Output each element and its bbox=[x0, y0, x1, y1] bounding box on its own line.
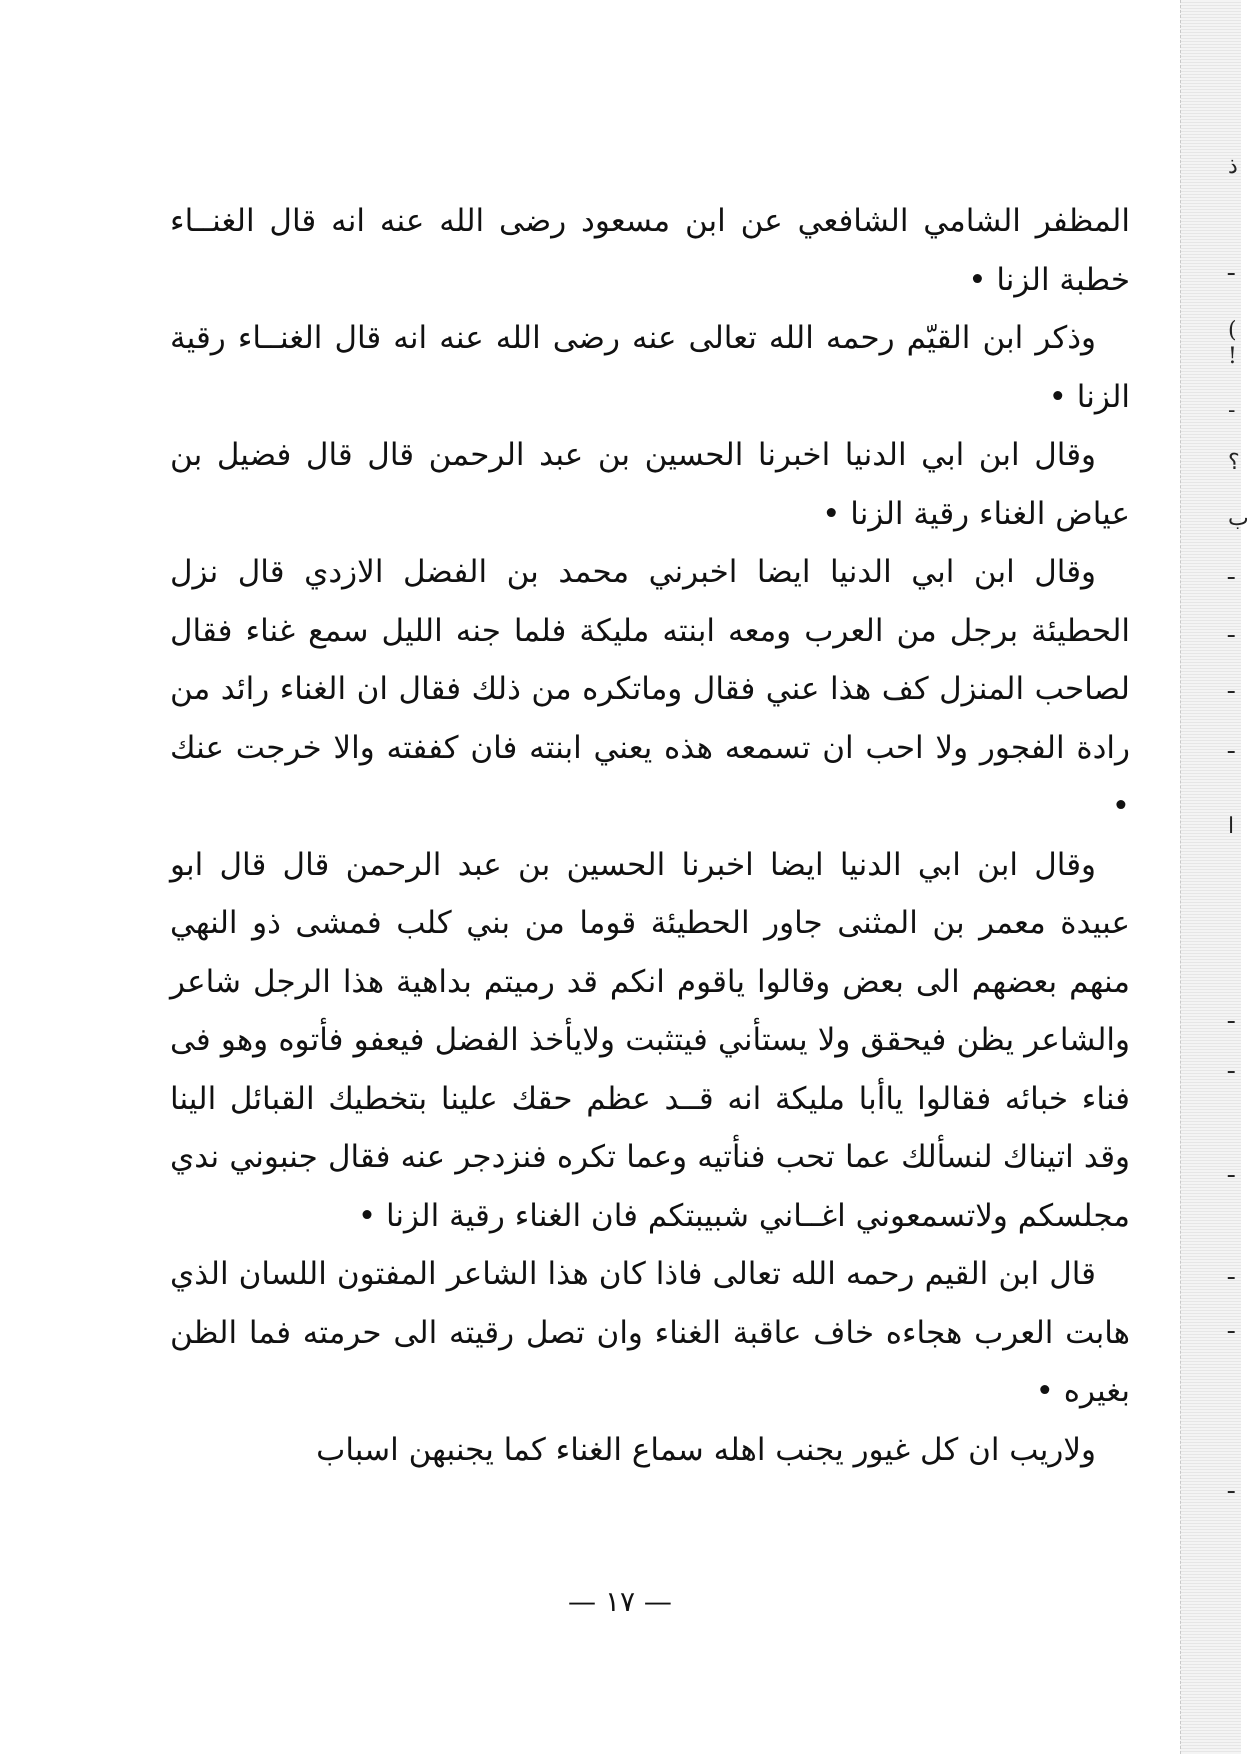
edge-mark: ـ bbox=[1228, 1158, 1235, 1183]
edge-mark: ( bbox=[1228, 318, 1237, 343]
edge-mark: ا bbox=[1228, 814, 1235, 839]
body-text bbox=[170, 192, 1130, 1479]
edge-mark: ـ bbox=[1228, 734, 1235, 759]
edge-mark: ؟ bbox=[1228, 450, 1240, 475]
edge-mark: ـ bbox=[1228, 1474, 1235, 1499]
paragraph: وذكر ابن القيّم رحمه الله تعالى عنه رضى الله عنه انه قال الغنــاء رقية الزنا • bbox=[170, 320, 1130, 415]
edge-mark: ـ bbox=[1228, 1004, 1235, 1029]
edge-mark: ! bbox=[1228, 344, 1237, 369]
edge-mark: ذ bbox=[1228, 154, 1238, 179]
edge-mark: ـ bbox=[1228, 1314, 1235, 1339]
edge-mark: ـ bbox=[1228, 618, 1235, 643]
paragraph: قال ابن القيم رحمه الله تعالى فاذا كان هذا الشاعر المفتون اللسان الذي هابت العرب هجاءه خاف عاقبة الغناء وان تصل رقيته الى حرمته فما الظن بغيره • bbox=[170, 1256, 1130, 1409]
edge-mark: ـ bbox=[1228, 1054, 1235, 1079]
edge-mark: ب bbox=[1228, 506, 1249, 531]
page-number: — ١٧ — bbox=[568, 1585, 672, 1618]
edge-mark: ـ bbox=[1228, 560, 1235, 585]
paragraph: المظفر الشامي الشافعي عن ابن مسعود رضى الله عنه انه قال الغنــاء خطبة الزنا • bbox=[170, 203, 1130, 298]
paragraph: ولاريب ان كل غيور يجنب اهله سماع الغناء كما يجنبهن اسباب bbox=[316, 1431, 1096, 1468]
edge-mark: ـ bbox=[1228, 1260, 1235, 1285]
paragraph: وقال ابن ابي الدنيا ايضا اخبرنا الحسين بن عبد الرحمن قال قال ابو عبيدة معمر بن المثنى جاور الحطيئة قوما من بني كلب فمشى ذو النهي منهم بعضهم الى بعض وقالوا ياقوم انكم قد رميتم بداهية هذا الرجل شاعر والشاعر يظن فيحقق ولا يستأني فيتثبت ولايأخذ الفضل فيعفو فأتوه وهو فى فناء خبائه فقالوا ياأبا مليكة انه قــد عظم حقك علينا بتخطيك القبائل الينا وقد اتيناك لنسألك عما تحب فنأتيه وعما تكره فنزدجر عنه فقال جنبوني ندي مجلسكم ولاتسمعوني اغــاني شبيبتكم فان الغناء رقية الزنا • bbox=[170, 846, 1130, 1234]
paragraph: وقال ابن ابي الدنيا اخبرنا الحسين بن عبد الرحمن قال قال فضيل بن عياض الغناء رقية الزنا • bbox=[170, 437, 1130, 532]
paragraph: وقال ابن ابي الدنيا ايضا اخبرني محمد بن الفضل الازدي قال نزل الحطيئة برجل من العرب ومعه ابنته مليكة فلما جنه الليل سمع غناء فقال لصاحب المنزل كف هذا عني فقال وماتكره من ذلك فقال ان الغناء رائد من رادة الفجور ولا احب ان تسمعه هذه يعني ابنته فان كففته والا خرجت عنك • bbox=[170, 554, 1130, 824]
edge-mark: - bbox=[1228, 398, 1236, 423]
edge-marks bbox=[1228, 0, 1249, 1754]
edge-mark: ـ bbox=[1228, 256, 1235, 281]
edge-mark: ـ bbox=[1228, 674, 1235, 699]
